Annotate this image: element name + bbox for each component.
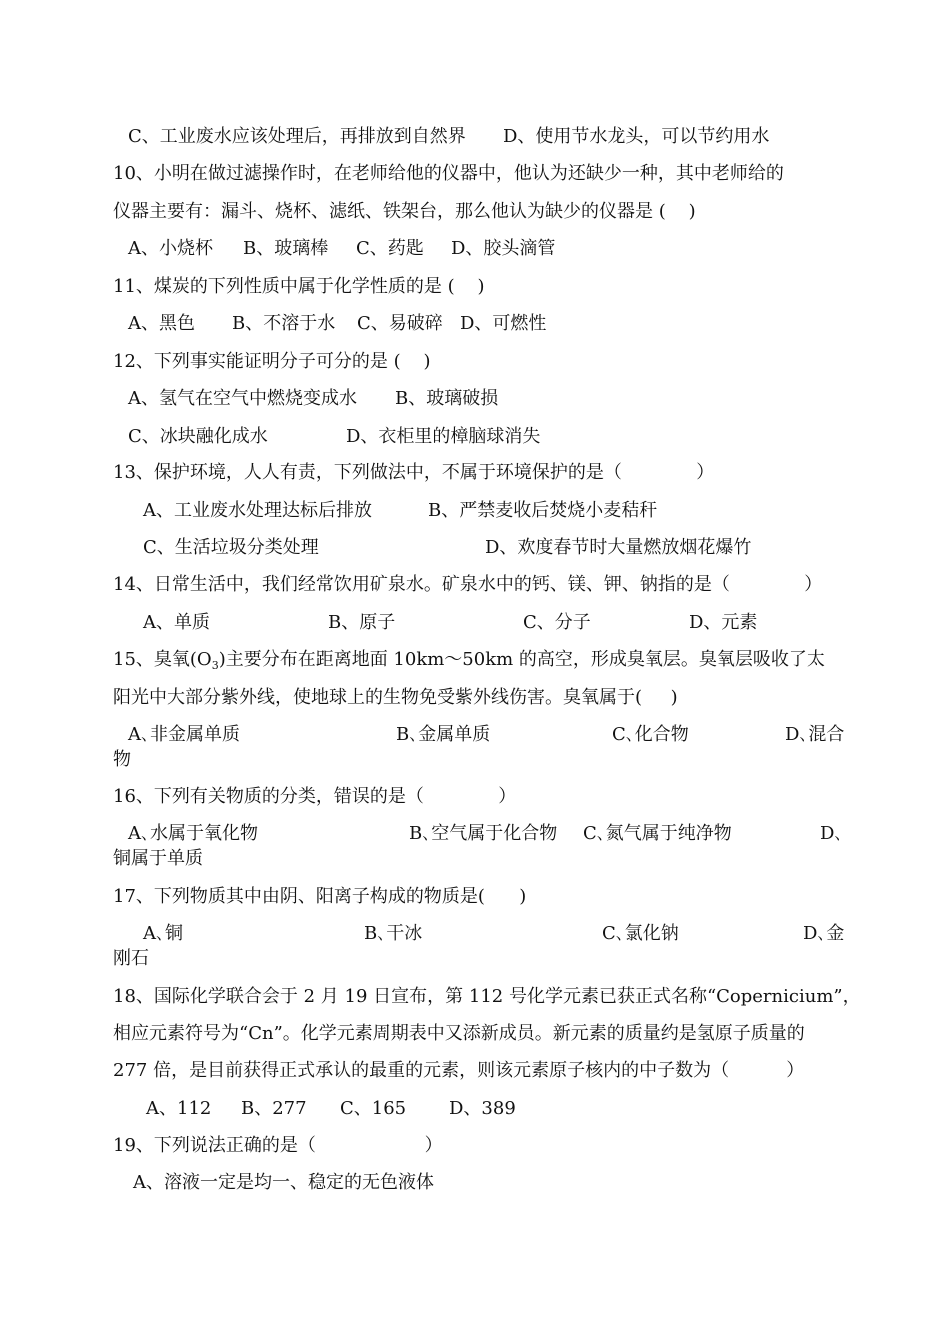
q12-option-d: D、衣柜里的樟脑球消失	[346, 426, 541, 447]
q11-option-b: B、不溶于水	[232, 313, 336, 334]
q16-stem: 16、下列有关物质的分类，错误的是（ ）	[113, 786, 517, 807]
q12-option-b: B、玻璃破损	[395, 388, 499, 409]
q17-option-d: D､金	[803, 923, 845, 944]
q15-stem-line1	[113, 649, 825, 671]
q18-option-c: C、165	[340, 1098, 407, 1119]
q15-ozone-subscript: 3	[211, 659, 219, 672]
q15-option-d: D､混合	[785, 724, 845, 745]
q9-option-d: D、使用节水龙头，可以节约用水	[503, 126, 770, 147]
q12-stem: 12、下列事实能证明分子可分的是 ( )	[113, 351, 431, 372]
q18-option-a: A、112	[146, 1098, 212, 1119]
q14-option-c: C、分子	[523, 612, 591, 633]
q15-stem-line2: 阳光中大部分紫外线，使地球上的生物免受紫外线伤害。臭氧属于( )	[113, 687, 678, 708]
q18-option-d: D、389	[449, 1098, 516, 1119]
q16-option-d: D､	[820, 823, 844, 844]
q13-option-d: D、欢度春节时大量燃放烟花爆竹	[485, 537, 752, 558]
q15-option-c: C､化合物	[612, 724, 689, 745]
q16-option-c: C､氮气属于纯净物	[583, 823, 732, 844]
q12-option-a: A、氢气在空气中燃烧变成水	[128, 388, 357, 409]
q10-stem-line2: 仪器主要有：漏斗、烧杯、滤纸、铁架台，那么他认为缺少的仪器是 ( )	[113, 201, 696, 222]
q17-option-b: B､干冰	[364, 923, 423, 944]
q14-option-b: B、原子	[328, 612, 396, 633]
q16-option-a: A､水属于氧化物	[128, 823, 258, 844]
q15-option-d-wrap: 物	[113, 749, 131, 770]
q19-stem: 19、下列说法正确的是（ ）	[113, 1135, 443, 1156]
q14-option-a: A、单质	[143, 612, 210, 633]
q18-stem-line2: 相应元素符号为“Cn”。化学元素周期表中又添新成员。新元素的质量约是氢原子质量的	[113, 1023, 805, 1044]
q12-option-c: C、冰块融化成水	[128, 426, 268, 447]
q17-option-a: A､铜	[143, 923, 183, 944]
q11-option-a: A、黑色	[128, 313, 195, 334]
q14-option-d: D、元素	[689, 612, 758, 633]
q18-option-b: B、277	[241, 1098, 307, 1119]
q11-option-d: D、可燃性	[460, 313, 547, 334]
q9-option-c: C、工业废水应该处理后，再排放到自然界	[128, 126, 466, 147]
q10-option-a: A、小烧杯	[128, 238, 213, 259]
q19-option-a: A、溶液一定是均一、稳定的无色液体	[133, 1172, 434, 1193]
q13-option-c: C、生活垃圾分类处理	[143, 537, 319, 558]
q10-option-c: C、药匙	[356, 238, 424, 259]
q15-stem-prefix: 15、臭氧(O	[113, 649, 212, 670]
q13-stem: 13、保护环境，人人有责，下列做法中，不属于环境保护的是（ ）	[113, 462, 715, 483]
q17-option-d-wrap: 刚石	[113, 948, 149, 969]
q16-option-d-wrap: 铜属于单质	[113, 848, 203, 869]
q10-stem-line1: 10、小明在做过滤操作时，在老师给他的仪器中，他认为还缺少一种，其中老师给的	[113, 163, 784, 184]
q11-option-c: C、易破碎	[357, 313, 443, 334]
q18-stem-line3: 277 倍，是目前获得正式承认的最重的元素，则该元素原子核内的中子数为（ ）	[113, 1060, 805, 1081]
q17-option-c: C､氯化钠	[602, 923, 679, 944]
q16-option-b: B､空气属于化合物	[409, 823, 558, 844]
q13-option-a: A、工业废水处理达标后排放	[143, 500, 372, 521]
q14-stem: 14、日常生活中，我们经常饮用矿泉水。矿泉水中的钙、镁、钾、钠指的是（ ）	[113, 574, 823, 595]
q10-option-b: B、玻璃棒	[243, 238, 329, 259]
q18-stem-line1: 18、国际化学联合会于 2 月 19 日宣布，第 112 号化学元素已获正式名称“Copernicium”，	[113, 986, 861, 1007]
q15-option-a: A､非金属单质	[128, 724, 240, 745]
q15-stem-suffix: )主要分布在距离地面 10km～50km 的高空，形成臭氧层。臭氧层吸收了太	[218, 649, 825, 670]
q10-option-d: D、胶头滴管	[451, 238, 556, 259]
q11-stem: 11、煤炭的下列性质中属于化学性质的是 ( )	[113, 276, 485, 297]
q15-option-b: B､金属单质	[396, 724, 491, 745]
q17-stem: 17、下列物质其中由阴、阳离子构成的物质是( )	[113, 886, 527, 907]
q13-option-b: B、严禁麦收后焚烧小麦秸秆	[428, 500, 658, 521]
